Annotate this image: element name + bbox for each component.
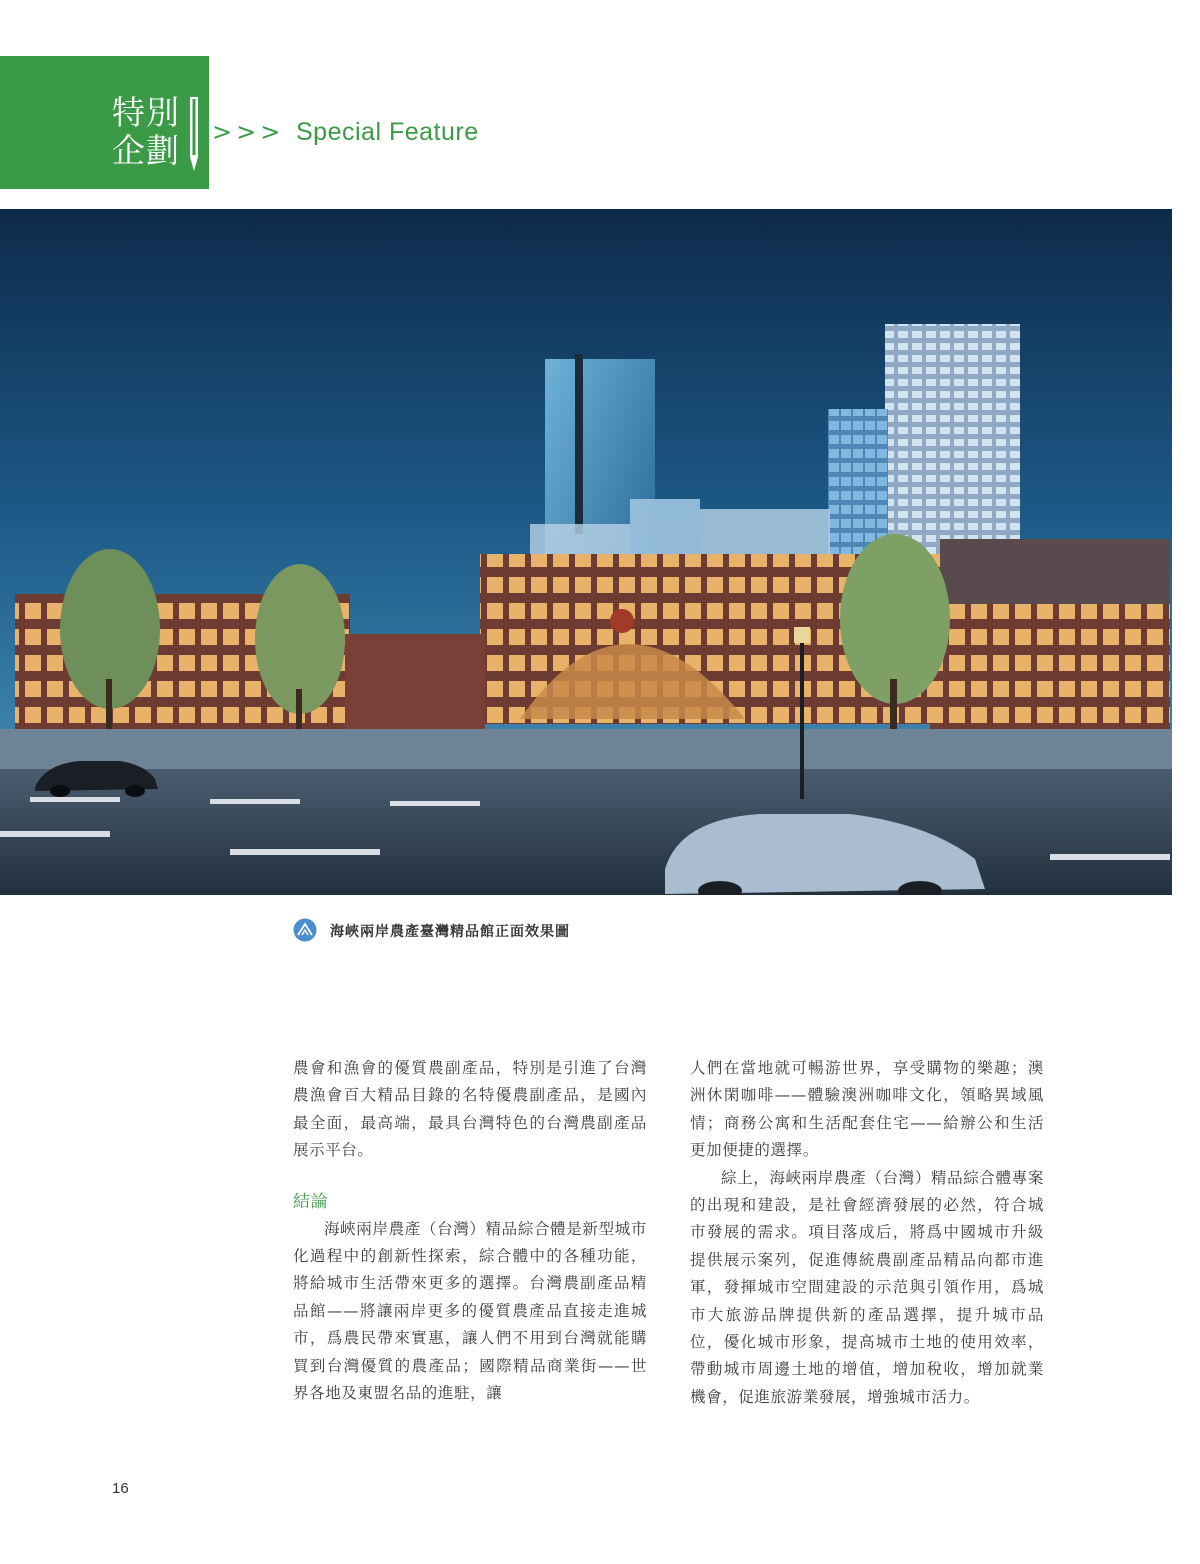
article-paragraph: 人們在當地就可暢游世界，享受購物的樂趣；澳洲休閑咖啡——體驗澳洲咖啡文化，領略異域風情；商務公寓和生活配套住宅——給辦公和生活更加便捷的選擇。 [690,1059,1044,1160]
article-paragraph: 海峽兩岸農產（台灣）精品綜合體是新型城市化過程中的創新性探索，綜合體中的各種功能，將給城市生活帶來更多的選擇。台灣農副產品精品館——將讓兩岸更多的優質農產品直接走進城市，爲農民帶來實惠，讓人們不用到台灣就能購買到台灣優質的農產品；國際精品商業街——世界各地及東盟名品的進駐，讓 [293,1219,647,1403]
section-title-line-2: 企劃 [112,131,180,170]
article-column-right [690,1055,1044,1411]
mountain-triangle-icon [293,918,317,942]
article-paragraph: 綜上，海峽兩岸農產（台灣）精品綜合體專案的出現和建設，是社會經濟發展的必然，符合城市發展的需求。項目落成后，將爲中國城市升級提供展示案列，促進傳統農副產品精品向都市進軍，發揮城市空間建設的示范與引領作用，爲城市大旅游品牌提供新的產品選擇，提升城市品位，優化城市形象，提高城市土地的使用效率，帶動城市周邊土地的增值，增加稅收，增加就業機會，促進旅游業發展，增強城市活力。 [690,1168,1044,1406]
section-heading-conclusion: 結論 [293,1191,329,1212]
article-column-left [293,1055,647,1407]
building-rendering-photo [0,209,1172,895]
photo-caption: 海峽兩岸農產臺灣精品館正面效果圖 [330,924,570,940]
pencil-icon [189,97,199,171]
page-number: 16 [112,1480,129,1497]
building-rendering-illustration [0,209,1172,895]
section-title-english: Special Feature [296,118,479,146]
article-paragraph: 農會和漁會的優質農副產品，特別是引進了台灣農漁會百大精品目錄的名特優農副產品，是國內最全面，最高端，最具台灣特色的台灣農副產品展示平台。 [293,1059,647,1160]
header-arrows: >>> [212,118,285,146]
section-title-chinese [112,94,192,170]
section-title-line-1: 特別 [112,93,180,132]
